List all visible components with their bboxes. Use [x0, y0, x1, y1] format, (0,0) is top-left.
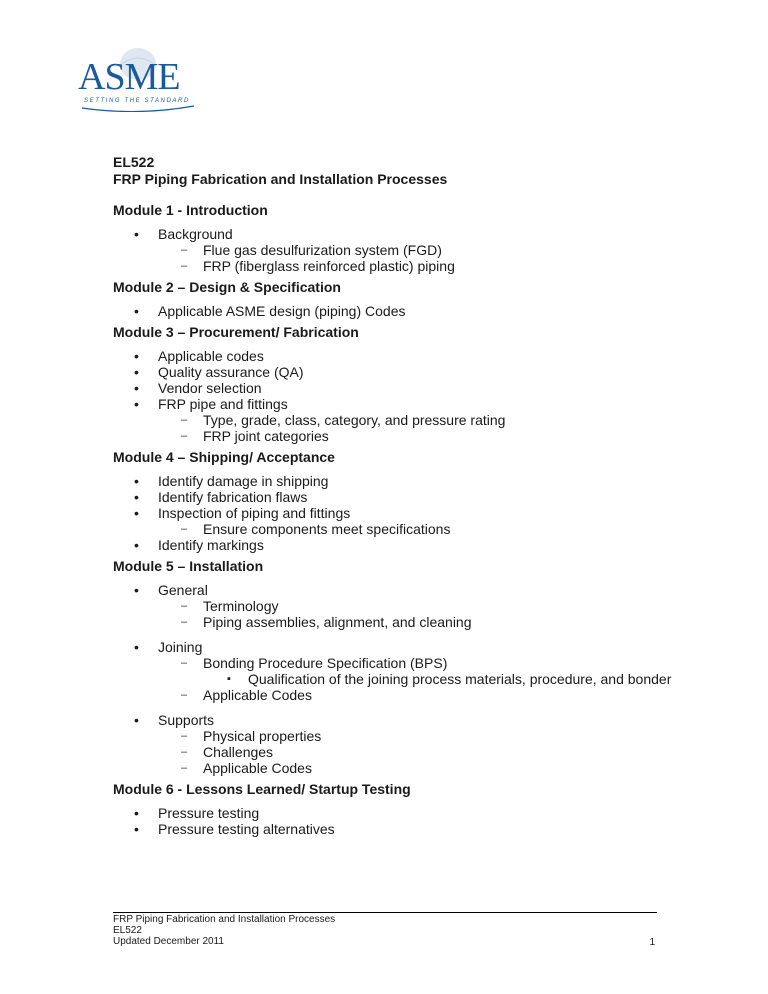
logo-tagline: SETTING THE STANDARD	[84, 98, 190, 104]
page-number: 1	[649, 937, 655, 948]
module-title: Module 2 – Design & Specification	[113, 279, 341, 295]
list-item: • Supports	[113, 712, 673, 728]
sub-list-item: – Applicable Codes	[113, 687, 673, 703]
module-6	[113, 781, 673, 837]
module-title: Module 3 – Procurement/ Fabrication	[113, 324, 359, 340]
sub-list-item: – Flue gas desulfurization system (FGD)	[113, 242, 673, 258]
module-items	[113, 303, 673, 319]
footer-code: EL522	[113, 925, 142, 936]
course-title: FRP Piping Fabrication and Installation Processes	[113, 171, 448, 187]
module-1	[113, 202, 673, 274]
footer-title: FRP Piping Fabrication and Installation Processes	[113, 914, 336, 925]
course-code: EL522	[113, 154, 155, 170]
module-items	[113, 473, 673, 553]
module-5	[113, 558, 673, 776]
sub-list-item: – Applicable Codes	[113, 760, 673, 776]
module-2	[113, 279, 673, 319]
footer-date: Updated December 2011	[113, 936, 224, 947]
list-item: • Pressure testing alternatives	[113, 821, 673, 837]
module-title: Module 5 – Installation	[113, 558, 264, 574]
list-item: • Identify damage in shipping	[113, 473, 673, 489]
module-items	[113, 582, 673, 776]
asme-logo	[78, 42, 198, 112]
module-4	[113, 449, 673, 553]
sub-list-item: – Challenges	[113, 744, 673, 760]
list-item: • Joining	[113, 639, 673, 655]
module-title: Module 6 - Lessons Learned/ Startup Testing	[113, 781, 411, 797]
list-item: • Vendor selection	[113, 380, 673, 396]
logo-wordmark: ASME	[78, 56, 180, 98]
page-footer	[113, 912, 657, 947]
module-title: Module 1 - Introduction	[113, 202, 268, 218]
list-item: • General	[113, 582, 673, 598]
course-outline	[113, 154, 673, 837]
list-item: • Inspection of piping and fittings	[113, 505, 673, 521]
list-item: • FRP pipe and fittings	[113, 396, 673, 412]
sub-list-item: – Physical properties	[113, 728, 673, 744]
sub-list-item: – FRP joint categories	[113, 428, 673, 444]
sub-list-item: – Type, grade, class, category, and pressure rating	[113, 412, 673, 428]
spacer	[113, 703, 673, 712]
sub-list-item: – Bonding Procedure Specification (BPS)	[113, 655, 673, 671]
module-3	[113, 324, 673, 444]
sub-list-item: – Ensure components meet specifications	[113, 521, 673, 537]
module-items	[113, 226, 673, 274]
spacer	[113, 630, 673, 639]
list-item: • Identify fabrication flaws	[113, 489, 673, 505]
list-item: • Applicable ASME design (piping) Codes	[113, 303, 673, 319]
sub-sub-list-item: ▪ Qualification of the joining process materials, procedure, and bonder	[113, 671, 673, 687]
sub-list-item: – Piping assemblies, alignment, and cleaning	[113, 614, 673, 630]
module-title: Module 4 – Shipping/ Acceptance	[113, 449, 335, 465]
sub-list-item: – Terminology	[113, 598, 673, 614]
module-items	[113, 348, 673, 444]
list-item: • Quality assurance (QA)	[113, 364, 673, 380]
module-items	[113, 805, 673, 837]
sub-list-item: – FRP (fiberglass reinforced plastic) piping	[113, 258, 673, 274]
list-item: • Applicable codes	[113, 348, 673, 364]
list-item: • Identify markings	[113, 537, 673, 553]
list-item: • Background	[113, 226, 673, 242]
list-item: • Pressure testing	[113, 805, 673, 821]
